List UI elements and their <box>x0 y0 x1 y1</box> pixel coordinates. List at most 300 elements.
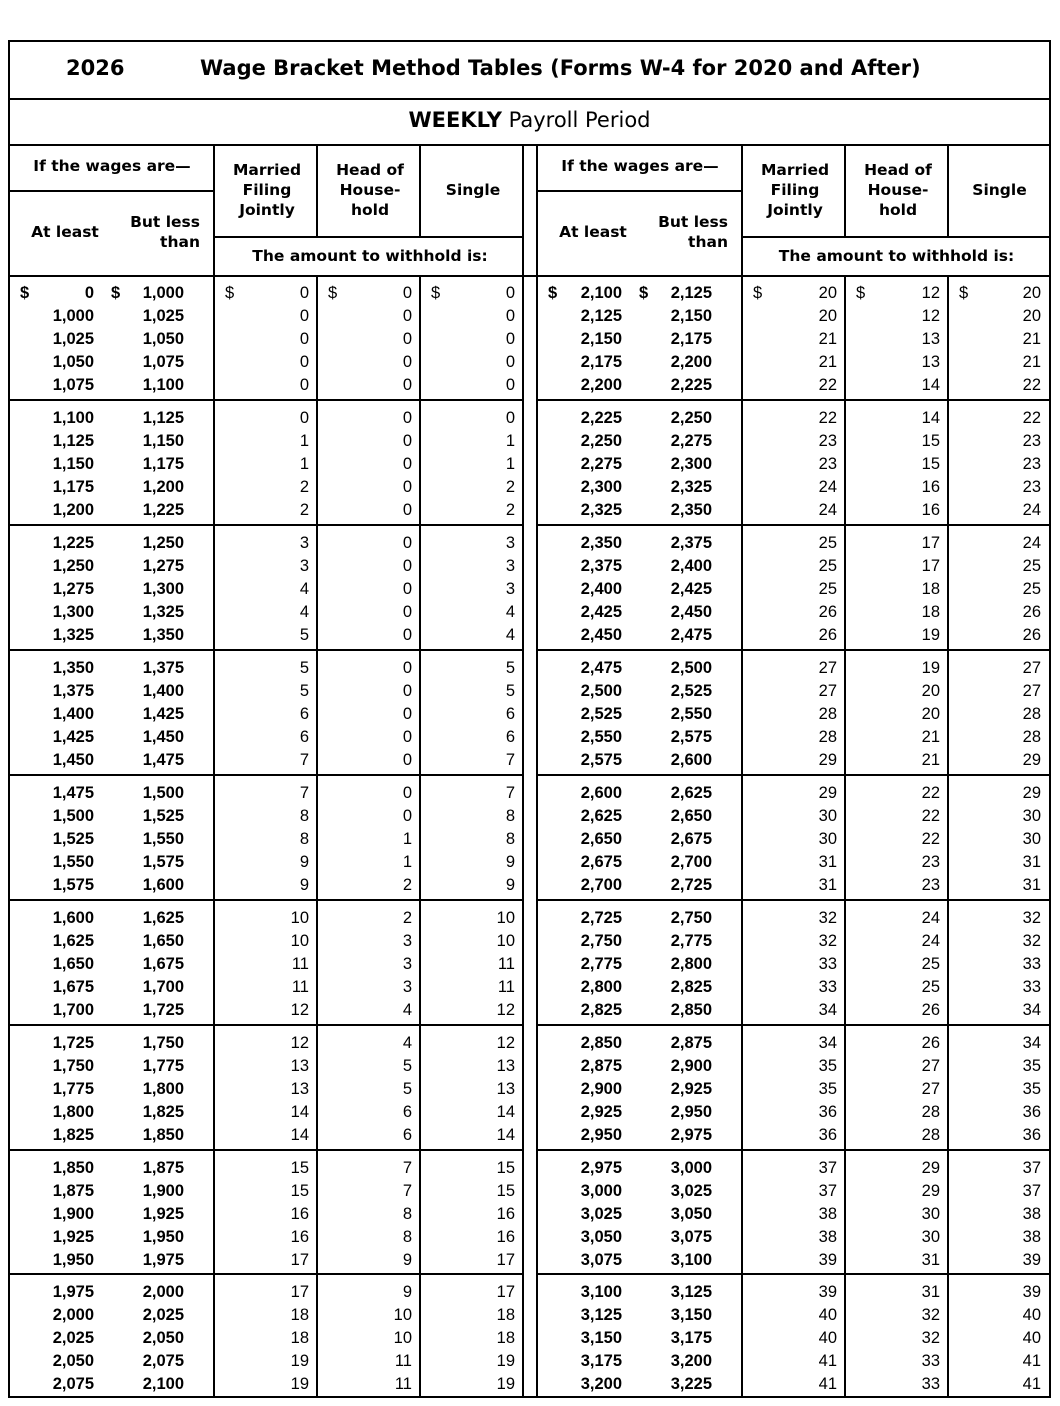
married-withholding: 23 <box>818 432 837 450</box>
but-less-than-value: 2,900 <box>670 1057 712 1075</box>
at-least-value: 1,500 <box>52 807 94 825</box>
married-withholding: 22 <box>818 376 837 394</box>
table-row <box>10 351 1049 374</box>
married-withholding: 0 <box>299 376 309 394</box>
but-less-than-value: 1,400 <box>142 682 184 700</box>
table-row <box>10 657 1049 680</box>
at-least-value: 2,075 <box>52 1375 94 1393</box>
at-least-value: 2,675 <box>580 853 622 871</box>
group-separator <box>538 649 742 651</box>
but-less-than-value: 2,200 <box>670 353 712 371</box>
but-less-than-value: 1,550 <box>142 830 184 848</box>
at-least-value: 1,550 <box>52 853 94 871</box>
currency-symbol: $ <box>225 284 235 302</box>
head-of-household-withholding: 9 <box>402 1283 412 1301</box>
head-of-household-withholding: 14 <box>921 376 940 394</box>
single-withholding: 9 <box>505 853 515 871</box>
table-row <box>10 1373 1049 1396</box>
head-of-household-withholding: 0 <box>402 353 412 371</box>
table-row <box>10 1249 1049 1272</box>
single-withholding: 6 <box>505 728 515 746</box>
but-less-than-value: 2,225 <box>670 376 712 394</box>
but-less-than-value: 2,525 <box>670 682 712 700</box>
head-of-household-withholding: 0 <box>402 603 412 621</box>
group-separator <box>742 899 1049 901</box>
single-withholding: 18 <box>496 1306 515 1324</box>
wages-group-header-left: If the wages are— <box>33 157 191 175</box>
married-withholding: 14 <box>290 1126 309 1144</box>
head-of-household-withholding: 23 <box>921 853 940 871</box>
married-withholding: 21 <box>818 353 837 371</box>
table-row <box>10 1203 1049 1226</box>
at-least-value: 2,875 <box>580 1057 622 1075</box>
at-least-value: 2,625 <box>580 807 622 825</box>
at-least-value: 2,350 <box>580 534 622 552</box>
group-separator <box>10 1273 214 1275</box>
group-separator <box>214 899 524 901</box>
but-less-than-value: 2,425 <box>670 580 712 598</box>
single-withholding: 38 <box>1022 1228 1041 1246</box>
single-withholding: 20 <box>1022 307 1041 325</box>
table-row <box>10 555 1049 578</box>
head-of-household-withholding: 24 <box>921 932 940 950</box>
divider <box>10 98 1049 100</box>
at-least-value: 1,125 <box>52 432 94 450</box>
head-of-household-withholding: 11 <box>394 1375 412 1393</box>
at-least-value: 1,225 <box>52 534 94 552</box>
at-least-value: 2,450 <box>580 626 622 644</box>
married-withholding: 0 <box>299 330 309 348</box>
table-row <box>10 374 1049 397</box>
group-separator <box>214 1273 524 1275</box>
head-of-household-withholding: 0 <box>402 409 412 427</box>
but-less-than-value: 1,325 <box>142 603 184 621</box>
married-withholding: 10 <box>290 932 309 950</box>
table-row <box>10 453 1049 476</box>
at-least-value: 2,275 <box>580 455 622 473</box>
table-row <box>10 499 1049 522</box>
but-less-than-value: 1,200 <box>142 478 184 496</box>
married-withholding: 18 <box>290 1329 309 1347</box>
table-title: Wage Bracket Method Tables (Forms W-4 for 2020 and After) <box>200 56 921 80</box>
single-withholding: 34 <box>1022 1001 1041 1019</box>
at-least-value: 1,700 <box>52 1001 94 1019</box>
table-row <box>10 749 1049 772</box>
single-withholding: 12 <box>496 1001 515 1019</box>
at-least-value: 2,175 <box>580 353 622 371</box>
single-withholding: 18 <box>496 1329 515 1347</box>
married-withholding: 38 <box>818 1205 837 1223</box>
head-of-household-withholding: 29 <box>921 1182 940 1200</box>
but-less-than-value: 2,400 <box>670 557 712 575</box>
head-of-household-withholding: 3 <box>402 955 412 973</box>
head-of-household-withholding: 28 <box>921 1126 940 1144</box>
head-of-household-withholding: 7 <box>402 1182 412 1200</box>
head-of-household-withholding: 11 <box>394 1352 412 1370</box>
married-withholding: 14 <box>290 1103 309 1121</box>
but-less-than-value: 1,350 <box>142 626 184 644</box>
head-of-household-withholding: 0 <box>402 455 412 473</box>
group-separator <box>742 1024 1049 1026</box>
but-less-than-value: 1,700 <box>142 978 184 996</box>
head-of-household-withholding: 0 <box>402 557 412 575</box>
head-of-household-withholding: 33 <box>921 1375 940 1393</box>
head-of-household-withholding: 8 <box>402 1228 412 1246</box>
but-less-than-value: 3,075 <box>670 1228 712 1246</box>
at-least-value: 1,950 <box>52 1251 94 1269</box>
head-of-household-withholding: 0 <box>402 784 412 802</box>
head-of-household-withholding: 26 <box>921 1034 940 1052</box>
but-less-than-value: 1,450 <box>142 728 184 746</box>
single-withholding: 19 <box>496 1352 515 1370</box>
single-withholding: 38 <box>1022 1205 1041 1223</box>
at-least-value: 2,900 <box>580 1080 622 1098</box>
divider <box>214 236 524 238</box>
married-withholding: 18 <box>290 1306 309 1324</box>
married-withholding: 13 <box>290 1080 309 1098</box>
head-of-household-withholding: 2 <box>402 909 412 927</box>
at-least-value: 2,025 <box>52 1329 94 1347</box>
single-withholding: 36 <box>1022 1126 1041 1144</box>
but-less-than-value: 1,075 <box>142 353 184 371</box>
head-of-household-withholding: 0 <box>402 376 412 394</box>
at-least-value: 2,225 <box>580 409 622 427</box>
single-withholding: 36 <box>1022 1103 1041 1121</box>
single-withholding: 7 <box>505 784 515 802</box>
table-row <box>10 532 1049 555</box>
head-header-left: Head of House- hold <box>336 161 404 219</box>
payroll-period <box>10 108 1049 132</box>
married-withholding: 10 <box>290 909 309 927</box>
married-withholding: 41 <box>818 1375 837 1393</box>
head-of-household-withholding: 19 <box>921 659 940 677</box>
single-withholding: 21 <box>1022 353 1041 371</box>
but-less-than-value: 2,650 <box>670 807 712 825</box>
married-withholding: 26 <box>818 603 837 621</box>
married-withholding: 0 <box>299 409 309 427</box>
married-withholding: 13 <box>290 1057 309 1075</box>
but-less-than-value: 1,625 <box>142 909 184 927</box>
but-less-than-value: 1,875 <box>142 1159 184 1177</box>
but-less-than-value: 1,950 <box>142 1228 184 1246</box>
table-row <box>10 1032 1049 1055</box>
table-row <box>10 1078 1049 1101</box>
at-least-value: 2,525 <box>580 705 622 723</box>
married-withholding: 19 <box>290 1352 309 1370</box>
married-withholding: 11 <box>291 955 309 973</box>
but-less-than-value: 1,525 <box>142 807 184 825</box>
but-less-than-value: 1,000 <box>142 284 184 302</box>
at-least-header-right: At least <box>559 223 627 241</box>
at-least-header-left: At least <box>31 223 99 241</box>
table-row <box>10 1226 1049 1249</box>
single-withholding: 29 <box>1022 751 1041 769</box>
but-less-than-value: 3,200 <box>670 1352 712 1370</box>
head-of-household-withholding: 21 <box>921 751 940 769</box>
at-least-value: 1,800 <box>52 1103 94 1121</box>
single-withholding: 21 <box>1022 330 1041 348</box>
divider <box>10 144 1049 146</box>
but-less-than-value: 2,575 <box>670 728 712 746</box>
head-of-household-withholding: 1 <box>402 853 412 871</box>
single-withholding: 33 <box>1022 955 1041 973</box>
table-row <box>10 407 1049 430</box>
at-least-value: 1,650 <box>52 955 94 973</box>
head-of-household-withholding: 16 <box>921 478 940 496</box>
single-withholding: 19 <box>496 1375 515 1393</box>
head-of-household-withholding: 29 <box>921 1159 940 1177</box>
married-withholding: 11 <box>291 978 309 996</box>
table-row <box>10 930 1049 953</box>
single-withholding: 7 <box>505 751 515 769</box>
at-least-value: 2,700 <box>580 876 622 894</box>
head-header-right: Head of House- hold <box>864 161 932 219</box>
at-least-value: 2,575 <box>580 751 622 769</box>
single-withholding: 3 <box>505 580 515 598</box>
head-of-household-withholding: 13 <box>921 353 940 371</box>
group-separator <box>538 1149 742 1151</box>
but-less-than-value: 1,725 <box>142 1001 184 1019</box>
single-withholding: 22 <box>1022 409 1041 427</box>
head-of-household-withholding: 17 <box>921 557 940 575</box>
but-less-than-value: 2,775 <box>670 932 712 950</box>
married-withholding: 3 <box>299 557 309 575</box>
but-less-than-value: 2,100 <box>142 1375 184 1393</box>
currency-symbol: $ <box>20 284 30 302</box>
single-withholding: 27 <box>1022 682 1041 700</box>
married-withholding: 3 <box>299 534 309 552</box>
single-withholding: 17 <box>496 1283 515 1301</box>
married-withholding: 5 <box>299 626 309 644</box>
single-withholding: 16 <box>496 1228 515 1246</box>
married-withholding: 35 <box>818 1057 837 1075</box>
single-withholding: 34 <box>1022 1034 1041 1052</box>
but-less-than-value: 2,700 <box>670 853 712 871</box>
but-less-than-value: 3,125 <box>670 1283 712 1301</box>
divider <box>10 190 214 192</box>
but-less-than-value: 2,175 <box>670 330 712 348</box>
single-withholding: 40 <box>1022 1329 1041 1347</box>
single-withholding: 0 <box>505 307 515 325</box>
married-withholding: 28 <box>818 728 837 746</box>
but-less-than-value: 1,500 <box>142 784 184 802</box>
married-withholding: 37 <box>818 1159 837 1177</box>
married-withholding: 9 <box>299 853 309 871</box>
head-of-household-withholding: 27 <box>921 1057 940 1075</box>
head-of-household-withholding: 3 <box>402 978 412 996</box>
married-withholding: 21 <box>818 330 837 348</box>
table-row <box>10 1350 1049 1373</box>
but-less-than-value: 2,450 <box>670 603 712 621</box>
but-less-than-value: 2,850 <box>670 1001 712 1019</box>
single-header-left: Single <box>445 181 501 199</box>
at-least-value: 2,200 <box>580 376 622 394</box>
single-withholding: 4 <box>505 626 515 644</box>
group-separator <box>214 774 524 776</box>
married-withholding: 29 <box>818 751 837 769</box>
column-rule <box>316 144 318 236</box>
at-least-value: 2,325 <box>580 501 622 519</box>
group-separator <box>742 399 1049 401</box>
column-rule <box>947 144 949 236</box>
head-of-household-withholding: 3 <box>402 932 412 950</box>
table-row <box>10 976 1049 999</box>
but-less-than-value: 1,475 <box>142 751 184 769</box>
table-year: 2026 <box>66 56 125 80</box>
header-bottom-rule <box>10 275 1049 277</box>
wage-bracket-table <box>8 40 1051 1398</box>
at-least-value: 2,950 <box>580 1126 622 1144</box>
but-less-than-value: 2,300 <box>670 455 712 473</box>
head-of-household-withholding: 15 <box>921 455 940 473</box>
but-less-than-value: 2,050 <box>142 1329 184 1347</box>
currency-symbol: $ <box>856 284 866 302</box>
but-less-than-value: 2,500 <box>670 659 712 677</box>
table-row <box>10 430 1049 453</box>
at-least-value: 1,025 <box>52 330 94 348</box>
single-withholding: 24 <box>1022 501 1041 519</box>
at-least-value: 3,200 <box>580 1375 622 1393</box>
at-least-value: 1,850 <box>52 1159 94 1177</box>
head-of-household-withholding: 10 <box>393 1306 412 1324</box>
table-row <box>10 282 1049 305</box>
head-of-household-withholding: 21 <box>921 728 940 746</box>
at-least-value: 1,050 <box>52 353 94 371</box>
head-of-household-withholding: 1 <box>402 830 412 848</box>
at-least-value: 2,975 <box>580 1159 622 1177</box>
single-withholding: 41 <box>1022 1375 1041 1393</box>
married-withholding: 33 <box>818 955 837 973</box>
single-withholding: 15 <box>496 1182 515 1200</box>
married-withholding: 12 <box>290 1034 309 1052</box>
at-least-value: 3,075 <box>580 1251 622 1269</box>
withhold-header-right: The amount to withhold is: <box>778 247 1015 265</box>
at-least-value: 1,575 <box>52 876 94 894</box>
at-least-value: 1,825 <box>52 1126 94 1144</box>
married-withholding: 30 <box>818 807 837 825</box>
single-withholding: 0 <box>505 409 515 427</box>
single-withholding: 11 <box>497 978 515 996</box>
head-of-household-withholding: 32 <box>921 1329 940 1347</box>
group-separator <box>10 524 214 526</box>
single-withholding: 35 <box>1022 1080 1041 1098</box>
but-less-than-value: 3,025 <box>670 1182 712 1200</box>
currency-symbol: $ <box>431 284 441 302</box>
but-less-than-value: 1,125 <box>142 409 184 427</box>
head-of-household-withholding: 0 <box>402 284 412 302</box>
but-less-than-value: 2,600 <box>670 751 712 769</box>
head-of-household-withholding: 17 <box>921 534 940 552</box>
head-of-household-withholding: 4 <box>402 1034 412 1052</box>
married-withholding: 16 <box>290 1228 309 1246</box>
table-row <box>10 782 1049 805</box>
at-least-value: 1,750 <box>52 1057 94 1075</box>
at-least-value: 2,500 <box>580 682 622 700</box>
but-less-than-value: 2,875 <box>670 1034 712 1052</box>
single-withholding: 20 <box>1022 284 1041 302</box>
married-withholding: 28 <box>818 705 837 723</box>
head-of-household-withholding: 9 <box>402 1251 412 1269</box>
head-of-household-withholding: 22 <box>921 830 940 848</box>
but-less-than-value: 2,000 <box>142 1283 184 1301</box>
at-least-value: 1,150 <box>52 455 94 473</box>
married-withholding: 36 <box>818 1126 837 1144</box>
head-of-household-withholding: 5 <box>402 1057 412 1075</box>
married-withholding: 0 <box>299 284 309 302</box>
table-row <box>10 726 1049 749</box>
married-withholding: 17 <box>290 1251 309 1269</box>
head-of-household-withholding: 25 <box>921 978 940 996</box>
payroll-period-bold: WEEKLY <box>408 108 502 132</box>
head-of-household-withholding: 14 <box>921 409 940 427</box>
at-least-value: 3,175 <box>580 1352 622 1370</box>
single-withholding: 26 <box>1022 603 1041 621</box>
at-least-value: 1,100 <box>52 409 94 427</box>
column-rule <box>419 144 421 236</box>
currency-symbol: $ <box>639 284 649 302</box>
married-withholding: 31 <box>818 876 837 894</box>
married-withholding: 35 <box>818 1080 837 1098</box>
married-withholding: 15 <box>290 1159 309 1177</box>
but-less-than-value: 2,125 <box>670 284 712 302</box>
at-least-value: 1,325 <box>52 626 94 644</box>
married-withholding: 24 <box>818 501 837 519</box>
head-of-household-withholding: 13 <box>921 330 940 348</box>
but-less-than-value: 2,825 <box>670 978 712 996</box>
head-of-household-withholding: 6 <box>402 1126 412 1144</box>
married-withholding: 34 <box>818 1034 837 1052</box>
but-less-than-value: 3,175 <box>670 1329 712 1347</box>
married-header-left: Married Filing Jointly <box>232 161 302 219</box>
table-row <box>10 1327 1049 1350</box>
single-withholding: 28 <box>1022 728 1041 746</box>
at-least-value: 3,000 <box>580 1182 622 1200</box>
married-withholding: 30 <box>818 830 837 848</box>
but-less-than-value: 1,575 <box>142 853 184 871</box>
married-withholding: 5 <box>299 682 309 700</box>
married-withholding: 41 <box>818 1352 837 1370</box>
single-withholding: 25 <box>1022 557 1041 575</box>
single-withholding: 5 <box>505 682 515 700</box>
head-of-household-withholding: 8 <box>402 1205 412 1223</box>
group-separator <box>538 399 742 401</box>
at-least-value: 3,125 <box>580 1306 622 1324</box>
but-less-than-value: 1,750 <box>142 1034 184 1052</box>
at-least-value: 1,200 <box>52 501 94 519</box>
married-withholding: 5 <box>299 659 309 677</box>
at-least-value: 3,050 <box>580 1228 622 1246</box>
group-separator <box>742 774 1049 776</box>
head-of-household-withholding: 0 <box>402 501 412 519</box>
but-less-than-value: 3,050 <box>670 1205 712 1223</box>
single-withholding: 23 <box>1022 432 1041 450</box>
single-withholding: 29 <box>1022 784 1041 802</box>
divider <box>742 236 1049 238</box>
at-least-value: 2,050 <box>52 1352 94 1370</box>
at-least-value: 0 <box>84 284 94 302</box>
but-less-than-value: 1,975 <box>142 1251 184 1269</box>
but-less-than-value: 2,025 <box>142 1306 184 1324</box>
table-row <box>10 851 1049 874</box>
table-row <box>10 1055 1049 1078</box>
at-least-value: 2,775 <box>580 955 622 973</box>
head-of-household-withholding: 33 <box>921 1352 940 1370</box>
but-less-than-value: 2,325 <box>670 478 712 496</box>
at-least-value: 1,625 <box>52 932 94 950</box>
column-rule <box>844 144 846 236</box>
married-withholding: 37 <box>818 1182 837 1200</box>
at-least-value: 2,100 <box>580 284 622 302</box>
